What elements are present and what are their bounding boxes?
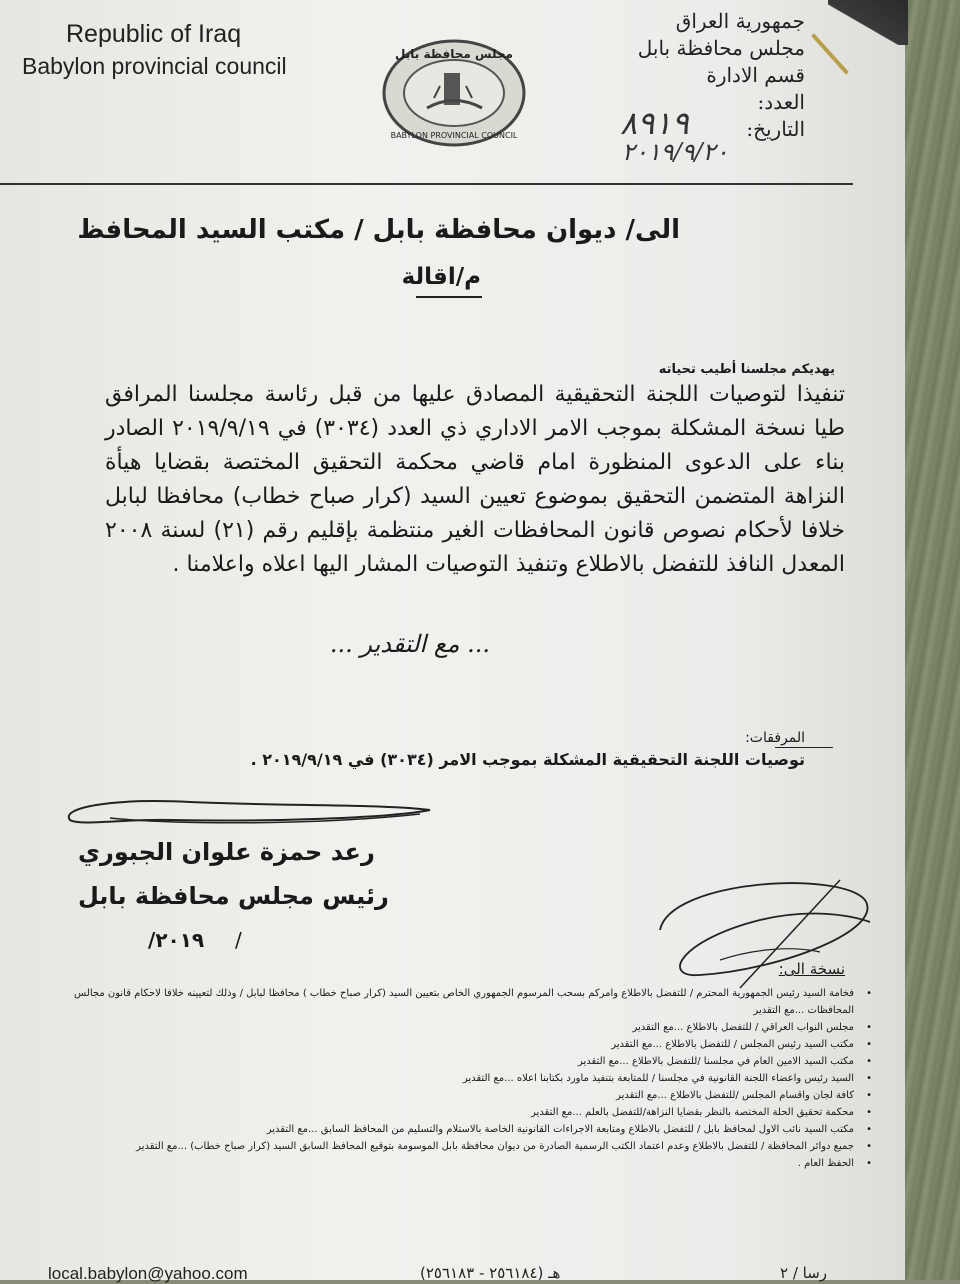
letter-body: تنفيذا لتوصيات اللجنة التحقيقية المصادق عليها من قبل رئاسة مجلسنا المرافق طيا نسخة المشكلة بموجب الامر الاداري ذي العدد (٣٠٣٤) في ٢٠١٩/٩/١٩ الصادر بناء على الدعوى المنظورة امام قاضي محكمة التحقيق المختصة بقضايا هيأة النزاهة المتضمن التحقيق بموضوع تعيين السيد (كرار صباح خطاب) محافظا لبابل خلافا لأحكام نصوص قانون المحافظات الغير منتظمة بإقليم رقم (٢١) لسنة ٢٠٠٨ المعدل النافذ للتفضل بالاطلاع وتنفيذ التوصيات المشار اليها اعلاه واعلامنا . xyxy=(105,382,845,577)
bullet-icon: • xyxy=(866,1039,872,1050)
list-item xyxy=(50,1138,872,1155)
bullet-icon: • xyxy=(866,1124,872,1135)
bullet-icon: • xyxy=(866,988,872,999)
signatory-title: رئيس مجلس محافظة بابل xyxy=(78,882,389,910)
bullet-icon: • xyxy=(866,1022,872,1033)
bullet-icon: • xyxy=(866,1073,872,1084)
subject-underline xyxy=(416,296,482,298)
list-item xyxy=(50,1053,872,1070)
footer-email: local.babylon@yahoo.com xyxy=(48,1264,248,1283)
date-label: التاريخ: xyxy=(746,117,805,141)
list-item xyxy=(50,1036,872,1053)
footer-page-ref: رسا / ٢ xyxy=(780,1264,828,1282)
attachments-title: المرفقات: xyxy=(745,730,805,746)
list-item xyxy=(50,1019,872,1036)
attachments-underline xyxy=(775,747,833,748)
attachments-text: توصيات اللجنة التحقيقية المشكلة بموجب الامر (٣٠٣٤) في ٢٠١٩/٩/١٩ . xyxy=(250,750,805,769)
signature-year: ٢٠١٩/ xyxy=(148,928,205,952)
bullet-icon: • xyxy=(866,1141,872,1152)
copies-title: نسخة الى: xyxy=(778,960,845,978)
copy-recipient: مكتب السيد رئيس المجلس / للتفضل بالاطلاع ...مع التقدير xyxy=(611,1039,854,1050)
number-label: العدد: xyxy=(757,90,805,114)
signatory-name: رعد حمزة علوان الجبوري xyxy=(78,838,375,866)
addressee: الى/ ديوان محافظة بابل / مكتب السيد المحافظ xyxy=(77,215,680,245)
list-item xyxy=(50,1155,872,1172)
council-seal-logo xyxy=(382,38,527,148)
ar-header-line2: مجلس محافظة بابل xyxy=(637,36,805,60)
list-item xyxy=(50,985,872,1019)
english-letterhead xyxy=(22,20,287,80)
subject: م/اقالة xyxy=(401,264,481,290)
copy-recipient: مجلس النواب العراقي / للتفضل بالاطلاع ...مع التقدير xyxy=(632,1022,854,1033)
greeting: يهديكم مجلسنا أطيب تحياته xyxy=(658,362,835,377)
copy-recipient: الحفظ العام . xyxy=(797,1158,854,1169)
signature-day-slash: / xyxy=(235,928,242,952)
ar-header-line1: جمهورية العراق xyxy=(675,9,805,33)
document-number: ٨٩١٩ xyxy=(620,104,689,142)
seal-top-text: مجلس محافظة بابل xyxy=(395,47,513,61)
list-item xyxy=(50,1104,872,1121)
document-date: ٢٠١٩/٩/٢٠ xyxy=(622,138,729,166)
copy-recipient: جميع دوائر المحافظة / للتفضل بالاطلاع وعدم اعتماد الكتب الرسمية الصادرة من ديوان محافظة بابل الموسومة بتوقيع المحافظ السابق السيد (كرار صباح خطاب) ...مع التقدير xyxy=(136,1141,854,1152)
copy-recipient: كافة لجان واقسام المجلس /للتفضل بالاطلاع ...مع التقدير xyxy=(616,1090,854,1101)
footer-phone: هـ (٢٥٦١٨٤ - ٢٥٦١٨٣) xyxy=(420,1264,561,1282)
list-item xyxy=(50,1070,872,1087)
copy-recipient: محكمة تحقيق الحلة المختصة بالنظر بقضايا النزاهة/للتفضل بالعلم ...مع التقدير xyxy=(531,1107,854,1118)
list-item xyxy=(50,1087,872,1104)
copy-recipient: السيد رئيس واعضاء اللجنة القانونية في مجلسنا / للمتابعة بتنفيذ ماورد بكتابنا اعلاه ...مع التقدير xyxy=(462,1073,854,1084)
header-divider xyxy=(0,183,853,185)
folded-corner xyxy=(828,0,908,45)
closing-regards: ... مع التقدير ... xyxy=(329,630,490,658)
bullet-icon: • xyxy=(866,1107,872,1118)
bullet-icon: • xyxy=(866,1158,872,1169)
copies-list xyxy=(50,985,872,1172)
en-header-line2: Babylon provincial council xyxy=(22,53,287,79)
copy-recipient: مكتب السيد الامين العام في مجلسنا /للتفضل بالاطلاع ...مع التقدير xyxy=(577,1056,854,1067)
seal-bottom-text: BABYLON PROVINCIAL COUNCIL xyxy=(390,131,518,140)
bullet-icon: • xyxy=(866,1090,872,1101)
en-header-line1: Republic of Iraq xyxy=(66,20,242,48)
copy-recipient: فخامة السيد رئيس الجمهورية المحترم / للتفضل بالاطلاع وامركم بسحب المرسوم الجمهوري الخاص بتعيين السيد (كرار صباح خطاب ) محافظا لبابل / وذلك لتعيينه خلافا لاحكام قانون مجالس المحافظات ...مع التقدير xyxy=(74,988,854,1016)
ar-header-line3: قسم الادارة xyxy=(706,63,805,87)
bullet-icon: • xyxy=(866,1056,872,1067)
copy-recipient: مكتب السيد نائب الاول لمحافظ بابل / للتفضل بالاطلاع ومتابعة الاجراءات القانونية الخاصة بالاستلام والتسليم من المحافظ السابق ...مع التقدير xyxy=(266,1124,854,1135)
list-item xyxy=(50,1121,872,1138)
